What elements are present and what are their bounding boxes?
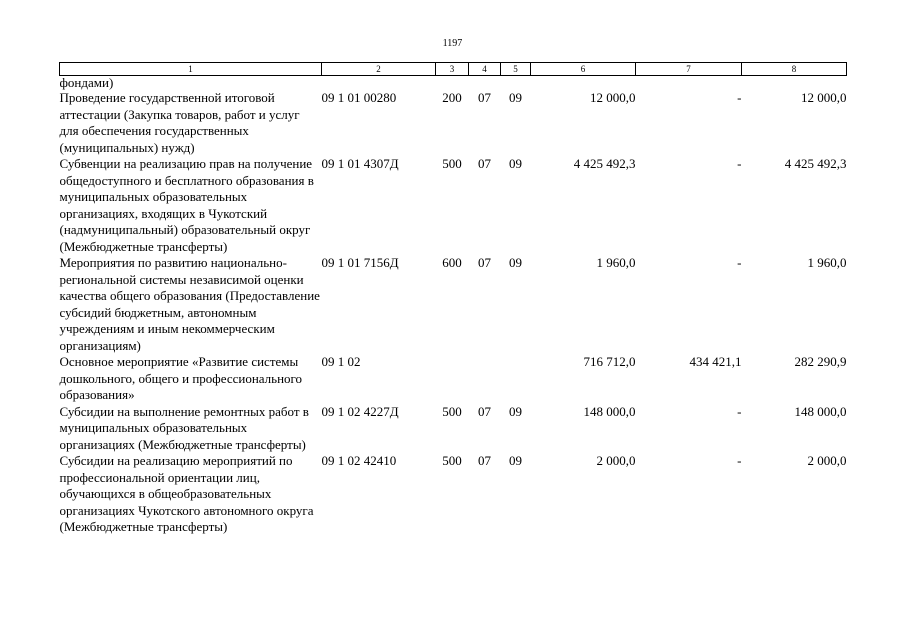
row-total: 4 425 492,3: [573, 156, 636, 171]
column-header: 4: [469, 63, 501, 76]
row-vr: 500: [442, 156, 462, 171]
row-col8: 1 960,0: [807, 255, 847, 270]
row-col7: -: [737, 156, 742, 171]
row-code: 09 1 02 42410: [321, 453, 397, 468]
row-rz: 07: [478, 453, 491, 468]
row-col8: 148 000,0: [794, 403, 847, 419]
row-name: Основное мероприятие «Развитие системы дошкольного, общего и профессионального образования»: [59, 354, 303, 402]
column-header: 1: [60, 63, 322, 76]
row-code: [322, 76, 436, 91]
table-row: [60, 90, 847, 156]
row-col8: 282 290,9: [794, 354, 847, 369]
row-col8: 2 000,0: [807, 453, 847, 468]
row-pr: [501, 354, 531, 404]
row-pr: 09: [509, 90, 522, 105]
row-total: 1 960,0: [596, 255, 636, 270]
table-row: [60, 156, 847, 255]
table-row: [60, 255, 847, 354]
row-col7: -: [737, 255, 742, 270]
row-rz: 07: [478, 403, 491, 419]
table-row: [60, 404, 847, 454]
row-rz: 07: [478, 255, 491, 270]
page-number: 1197: [442, 38, 463, 49]
row-rz: [469, 354, 501, 404]
row-pr: 09: [509, 255, 522, 270]
table-row: [60, 354, 847, 404]
row-vr: 200: [442, 90, 462, 105]
column-header: 7: [636, 63, 742, 76]
row-col7: -: [737, 453, 742, 468]
row-pr: [501, 76, 531, 91]
column-number-header: [60, 63, 847, 76]
row-name: Мероприятия по развитию национально-региональной системы независимой оценки качества общего образования (Предоставление субсидий бюджетным, автономным учреждениям и иным некоммерческим организациям): [59, 255, 320, 353]
row-pr: 09: [509, 403, 522, 419]
row-col7: 434 421,1: [689, 354, 742, 369]
row-code: 09 1 02 4227Д: [321, 403, 399, 419]
row-total: [531, 76, 636, 91]
row-pr: 09: [509, 156, 522, 171]
row-vr: [436, 354, 469, 404]
column-header: 2: [322, 63, 436, 76]
table-row: [60, 453, 847, 536]
row-rz: 07: [478, 156, 491, 171]
row-vr: [436, 76, 469, 91]
row-code: 09 1 01 00280: [321, 90, 397, 105]
row-vr: 500: [442, 453, 462, 468]
row-code: 09 1 01 4307Д: [321, 156, 399, 171]
budget-table: [59, 62, 847, 536]
row-col7: -: [737, 403, 742, 419]
row-name: Проведение государственной итоговой аттестации (Закупка товаров, работ и услуг для обеспечения государственных (муниципальных) нужд): [59, 90, 300, 155]
row-vr: 500: [442, 403, 462, 419]
row-name: Субвенции на реализацию прав на получение общедоступного и бесплатного образования в муниципальных образовательных организациях, входящих в Чукотский (надмуниципальный) образовательный округ (Межбюджетные трансферты): [59, 156, 314, 254]
row-total: 2 000,0: [596, 453, 636, 468]
column-header: 5: [501, 63, 531, 76]
row-rz: [469, 76, 501, 91]
column-header: 6: [531, 63, 636, 76]
column-header: 8: [742, 63, 847, 76]
row-col7: [636, 76, 742, 91]
column-header: 3: [436, 63, 469, 76]
row-vr: 600: [442, 255, 462, 270]
row-pr: 09: [509, 453, 522, 468]
row-total: 12 000,0: [590, 90, 636, 105]
row-rz: 07: [478, 90, 491, 105]
row-col8: 12 000,0: [801, 90, 847, 105]
row-name: Субсидии на реализацию мероприятий по профессиональной ориентации лиц, обучающихся в общеобразовательных организациях Чукотского автономного округа (Межбюджетные трансферты): [59, 453, 314, 534]
row-total: 716 712,0: [583, 354, 636, 369]
row-name: Субсидии на выполнение ремонтных работ в муниципальных образовательных организациях (Межбюджетные трансферты): [59, 403, 309, 452]
row-col8: 4 425 492,3: [784, 156, 847, 171]
row-name: фондами): [59, 75, 114, 90]
row-col7: -: [737, 90, 742, 105]
row-code: 09 1 02: [321, 354, 361, 369]
row-total: 148 000,0: [583, 403, 636, 419]
row-col8: [742, 76, 847, 91]
table-row: [60, 76, 847, 91]
row-code: 09 1 01 7156Д: [321, 255, 399, 270]
